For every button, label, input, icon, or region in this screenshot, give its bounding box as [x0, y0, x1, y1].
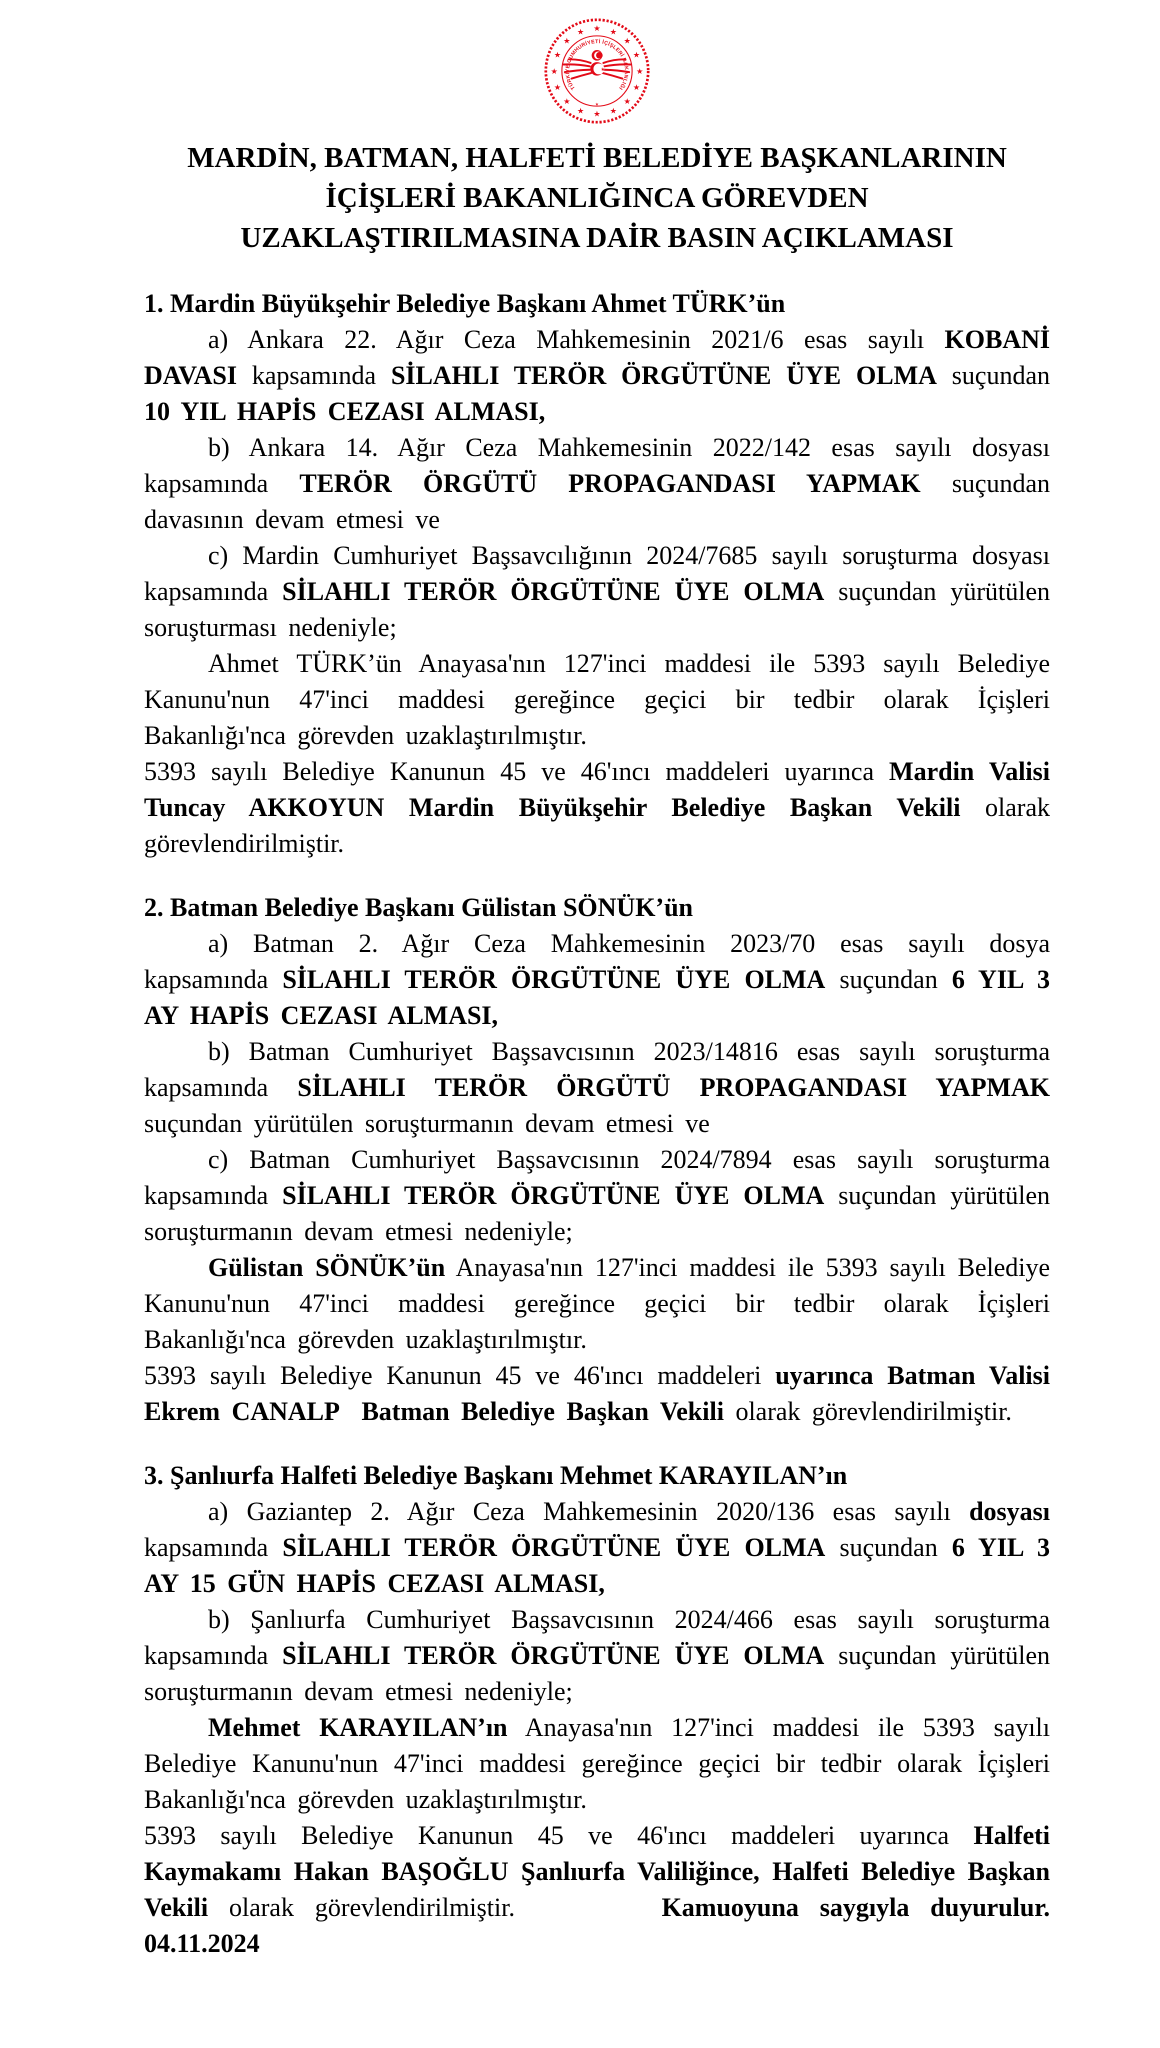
seal-star-icon: ★	[609, 27, 617, 37]
title-line-3: UZAKLAŞTIRILMASINA DAİR BASIN AÇIKLAMASI	[240, 222, 954, 254]
paragraph	[144, 538, 1050, 646]
bold-text-run: SİLAHLI TERÖR ÖRGÜTÜNE ÜYE OLMA	[282, 965, 826, 994]
text-run: c) Batman Cumhuriyet Başsavcısının 2024/7894 esas sayılı soruşturma kapsamında	[144, 1145, 1050, 1210]
section	[144, 286, 1050, 862]
paragraph	[144, 754, 1050, 862]
bold-text-run: TERÖR ÖRGÜTÜ PROPAGANDASI YAPMAK	[299, 469, 921, 498]
section-heading: 3. Şanlıurfa Halfeti Belediye Başkanı Mehmet KARAYILAN’ın	[144, 1461, 848, 1490]
seal-bottom-star-icon: ★	[595, 101, 599, 107]
text-run: b) Şanlıurfa Cumhuriyet Başsavcısının 2024/466 esas sayılı soruşturma kapsamında	[144, 1605, 1050, 1670]
logo-container	[144, 16, 1050, 126]
bold-text-run: 6 YIL 3 AY 15 GÜN HAPİS CEZASI ALMASI,	[144, 1533, 1051, 1598]
seal-star-icon: ★	[632, 50, 641, 60]
seal-star-icon: ★	[553, 83, 562, 93]
text-run: suçundan davasının devam etmesi ve	[144, 469, 1051, 534]
text-run: suçundan	[936, 361, 1050, 390]
section-heading: 1. Mardin Büyükşehir Belediye Başkanı Ahmet TÜRK’ün	[144, 289, 786, 318]
text-run: olarak görevlendirilmiştir.	[723, 1397, 1012, 1426]
document-content	[144, 286, 1050, 1962]
seal-star-icon: ★	[563, 97, 571, 107]
section-heading: 2. Batman Belediye Başkanı Gülistan SÖNÜK’ün	[144, 893, 693, 922]
paragraph	[144, 646, 1050, 754]
text-run: olarak görevlendirilmiştir.	[144, 793, 1050, 858]
seal-star-icon: ★	[593, 109, 601, 119]
bold-text-run: SİLAHLI TERÖR ÖRGÜTÜNE ÜYE OLMA	[282, 577, 825, 606]
text-run: 5393 sayılı Belediye Kanunun 45 ve 46'ıncı maddeleri uyarınca	[144, 757, 890, 786]
bold-text-run: SİLAHLI TERÖR ÖRGÜTÜ PROPAGANDASI YAPMAK	[297, 1073, 1050, 1102]
text-run: suçundan yürütülen soruşturmanın devam etmesi nedeniyle;	[144, 1641, 1051, 1706]
text-run: 5393 sayılı Belediye Kanunun 45 ve 46'ıncı maddeleri	[144, 1361, 776, 1390]
text-run: Anayasa'nın 127'inci maddesi ile 5393 sayılı Belediye Kanunu'nun 47'inci maddesi gereğince geçici bir tedbir olarak İçişleri Bakanlığı'nca görevden uzaklaştırılmıştır.	[144, 1713, 1050, 1814]
bold-text-run: uyarınca Batman Valisi Ekrem CANALP Batman Belediye Başkan Vekili	[144, 1361, 1050, 1426]
paragraph	[144, 430, 1050, 538]
bold-text-run: 10 YIL HAPİS CEZASI ALMASI,	[144, 397, 546, 426]
paragraph	[144, 322, 1050, 430]
ministry-seal-logo	[542, 16, 652, 126]
text-run: suçundan yürütülen soruşturmanın devam etmesi nedeniyle;	[144, 1181, 1051, 1246]
seal-star-icon: ★	[636, 66, 644, 76]
document-title	[144, 138, 1050, 258]
paragraph	[144, 1358, 1050, 1430]
text-run: suçundan	[825, 1533, 952, 1562]
seal-star-icon: ★	[563, 36, 571, 46]
section	[144, 1458, 1050, 1962]
text-run: Anayasa'nın 127'inci maddesi ile 5393 sayılı Belediye Kanunu'nun 47'inci maddesi gereğince geçici bir tedbir olarak İçişleri Bakanlığı'nca görevden uzaklaştırılmıştır.	[144, 1253, 1051, 1354]
bold-text-run: Kamuoyuna saygıyla duyurulur. 04.11.2024	[144, 1893, 1050, 1958]
bold-text-run: 6 YIL 3 AY HAPİS CEZASI ALMASI,	[144, 965, 1051, 1030]
crescent-star-icon: ★	[600, 67, 606, 74]
paragraph	[144, 1494, 1050, 1602]
text-run: a) Batman 2. Ağır Ceza Mahkemesinin 2023/70 esas sayılı dosya kapsamında	[144, 929, 1050, 994]
text-run: b) Ankara 14. Ağır Ceza Mahkemesinin 2022/142 esas sayılı dosyası kapsamında	[144, 433, 1050, 498]
seal-star-icon: ★	[553, 50, 562, 60]
bold-text-run: SİLAHLI TERÖR ÖRGÜTÜNE ÜYE OLMA	[282, 1533, 826, 1562]
bold-text-run: dosyası	[969, 1497, 1050, 1526]
bold-text-run: SİLAHLI TERÖR ÖRGÜTÜNE ÜYE OLMA	[282, 1641, 825, 1670]
seal-star-icon: ★	[623, 36, 631, 46]
bold-text-run: KOBANİ DAVASI	[144, 325, 1050, 390]
paragraph	[144, 1142, 1050, 1250]
paragraph	[144, 1250, 1050, 1358]
text-run: olarak görevlendirilmiştir.	[208, 1893, 662, 1922]
seal-ring-text: TÜRKİYE CUMHURİYETİ İÇİŞLERİ BAKANLIĞI	[565, 39, 629, 91]
text-run: c) Mardin Cumhuriyet Başsavcılığının 2024/7685 sayılı soruşturma dosyası kapsamında	[144, 541, 1050, 606]
text-run: Ahmet TÜRK’ün Anayasa'nın 127'inci maddesi ile 5393 sayılı Belediye Kanunu'nun 47'inci maddesi gereğince geçici bir tedbir olarak İçişleri Bakanlığı'nca görevden uzaklaştırılmıştır.	[144, 649, 1050, 750]
bold-text-run: Mehmet KARAYILAN’ın	[208, 1713, 508, 1742]
seal-star-icon: ★	[623, 97, 631, 107]
paragraph	[144, 1602, 1050, 1710]
bold-text-run: Mardin Valisi Tuncay AKKOYUN Mardin Büyükşehir Belediye Başkan Vekili	[144, 757, 1050, 822]
bold-text-run: SİLAHLI TERÖR ÖRGÜTÜNE ÜYE OLMA	[282, 1181, 825, 1210]
text-run: suçundan yürütülen soruşturması nedeniyle;	[144, 577, 1051, 642]
text-run: suçundan	[825, 965, 952, 994]
text-run: kapsamında	[236, 361, 391, 390]
bold-text-run: SİLAHLI TERÖR ÖRGÜTÜNE ÜYE OLMA	[390, 361, 937, 390]
paragraph	[144, 926, 1050, 1034]
text-run: a) Gaziantep 2. Ağır Ceza Mahkemesinin 2020/136 esas sayılı	[208, 1497, 970, 1526]
seal-star-icon: ★	[593, 24, 601, 34]
seal-star-icon: ★	[577, 27, 585, 37]
bold-text-run: Gülistan SÖNÜK’ün	[208, 1253, 446, 1282]
section	[144, 890, 1050, 1430]
paragraph	[144, 1710, 1050, 1818]
paragraph	[144, 1818, 1050, 1962]
text-run: kapsamında	[144, 1533, 283, 1562]
paragraph	[144, 1034, 1050, 1142]
seal-star-icon: ★	[550, 66, 558, 76]
seal-star-icon: ★	[577, 106, 585, 116]
title-line-1: MARDİN, BATMAN, HALFETİ BELEDİYE BAŞKANLARININ	[187, 142, 1007, 174]
text-run: suçundan yürütülen soruşturmanın devam etmesi ve	[144, 1109, 710, 1138]
bold-text-run: Halfeti Kaymakamı Hakan BAŞOĞLU Şanlıurfa Valiliğince, Halfeti Belediye Başkan Vekili	[144, 1821, 1050, 1922]
seal-star-icon: ★	[609, 106, 617, 116]
text-run: a) Ankara 22. Ağır Ceza Mahkemesinin 2021/6 esas sayılı	[208, 325, 945, 354]
title-line-2: İÇİŞLERİ BAKANLIĞINCA GÖREVDEN	[325, 182, 869, 214]
text-run: 5393 sayılı Belediye Kanunun 45 ve 46'ıncı maddeleri uyarınca	[144, 1821, 974, 1850]
seal-star-icon: ★	[632, 83, 641, 93]
text-run: b) Batman Cumhuriyet Başsavcısının 2023/14816 esas sayılı soruşturma kapsamında	[144, 1037, 1050, 1102]
